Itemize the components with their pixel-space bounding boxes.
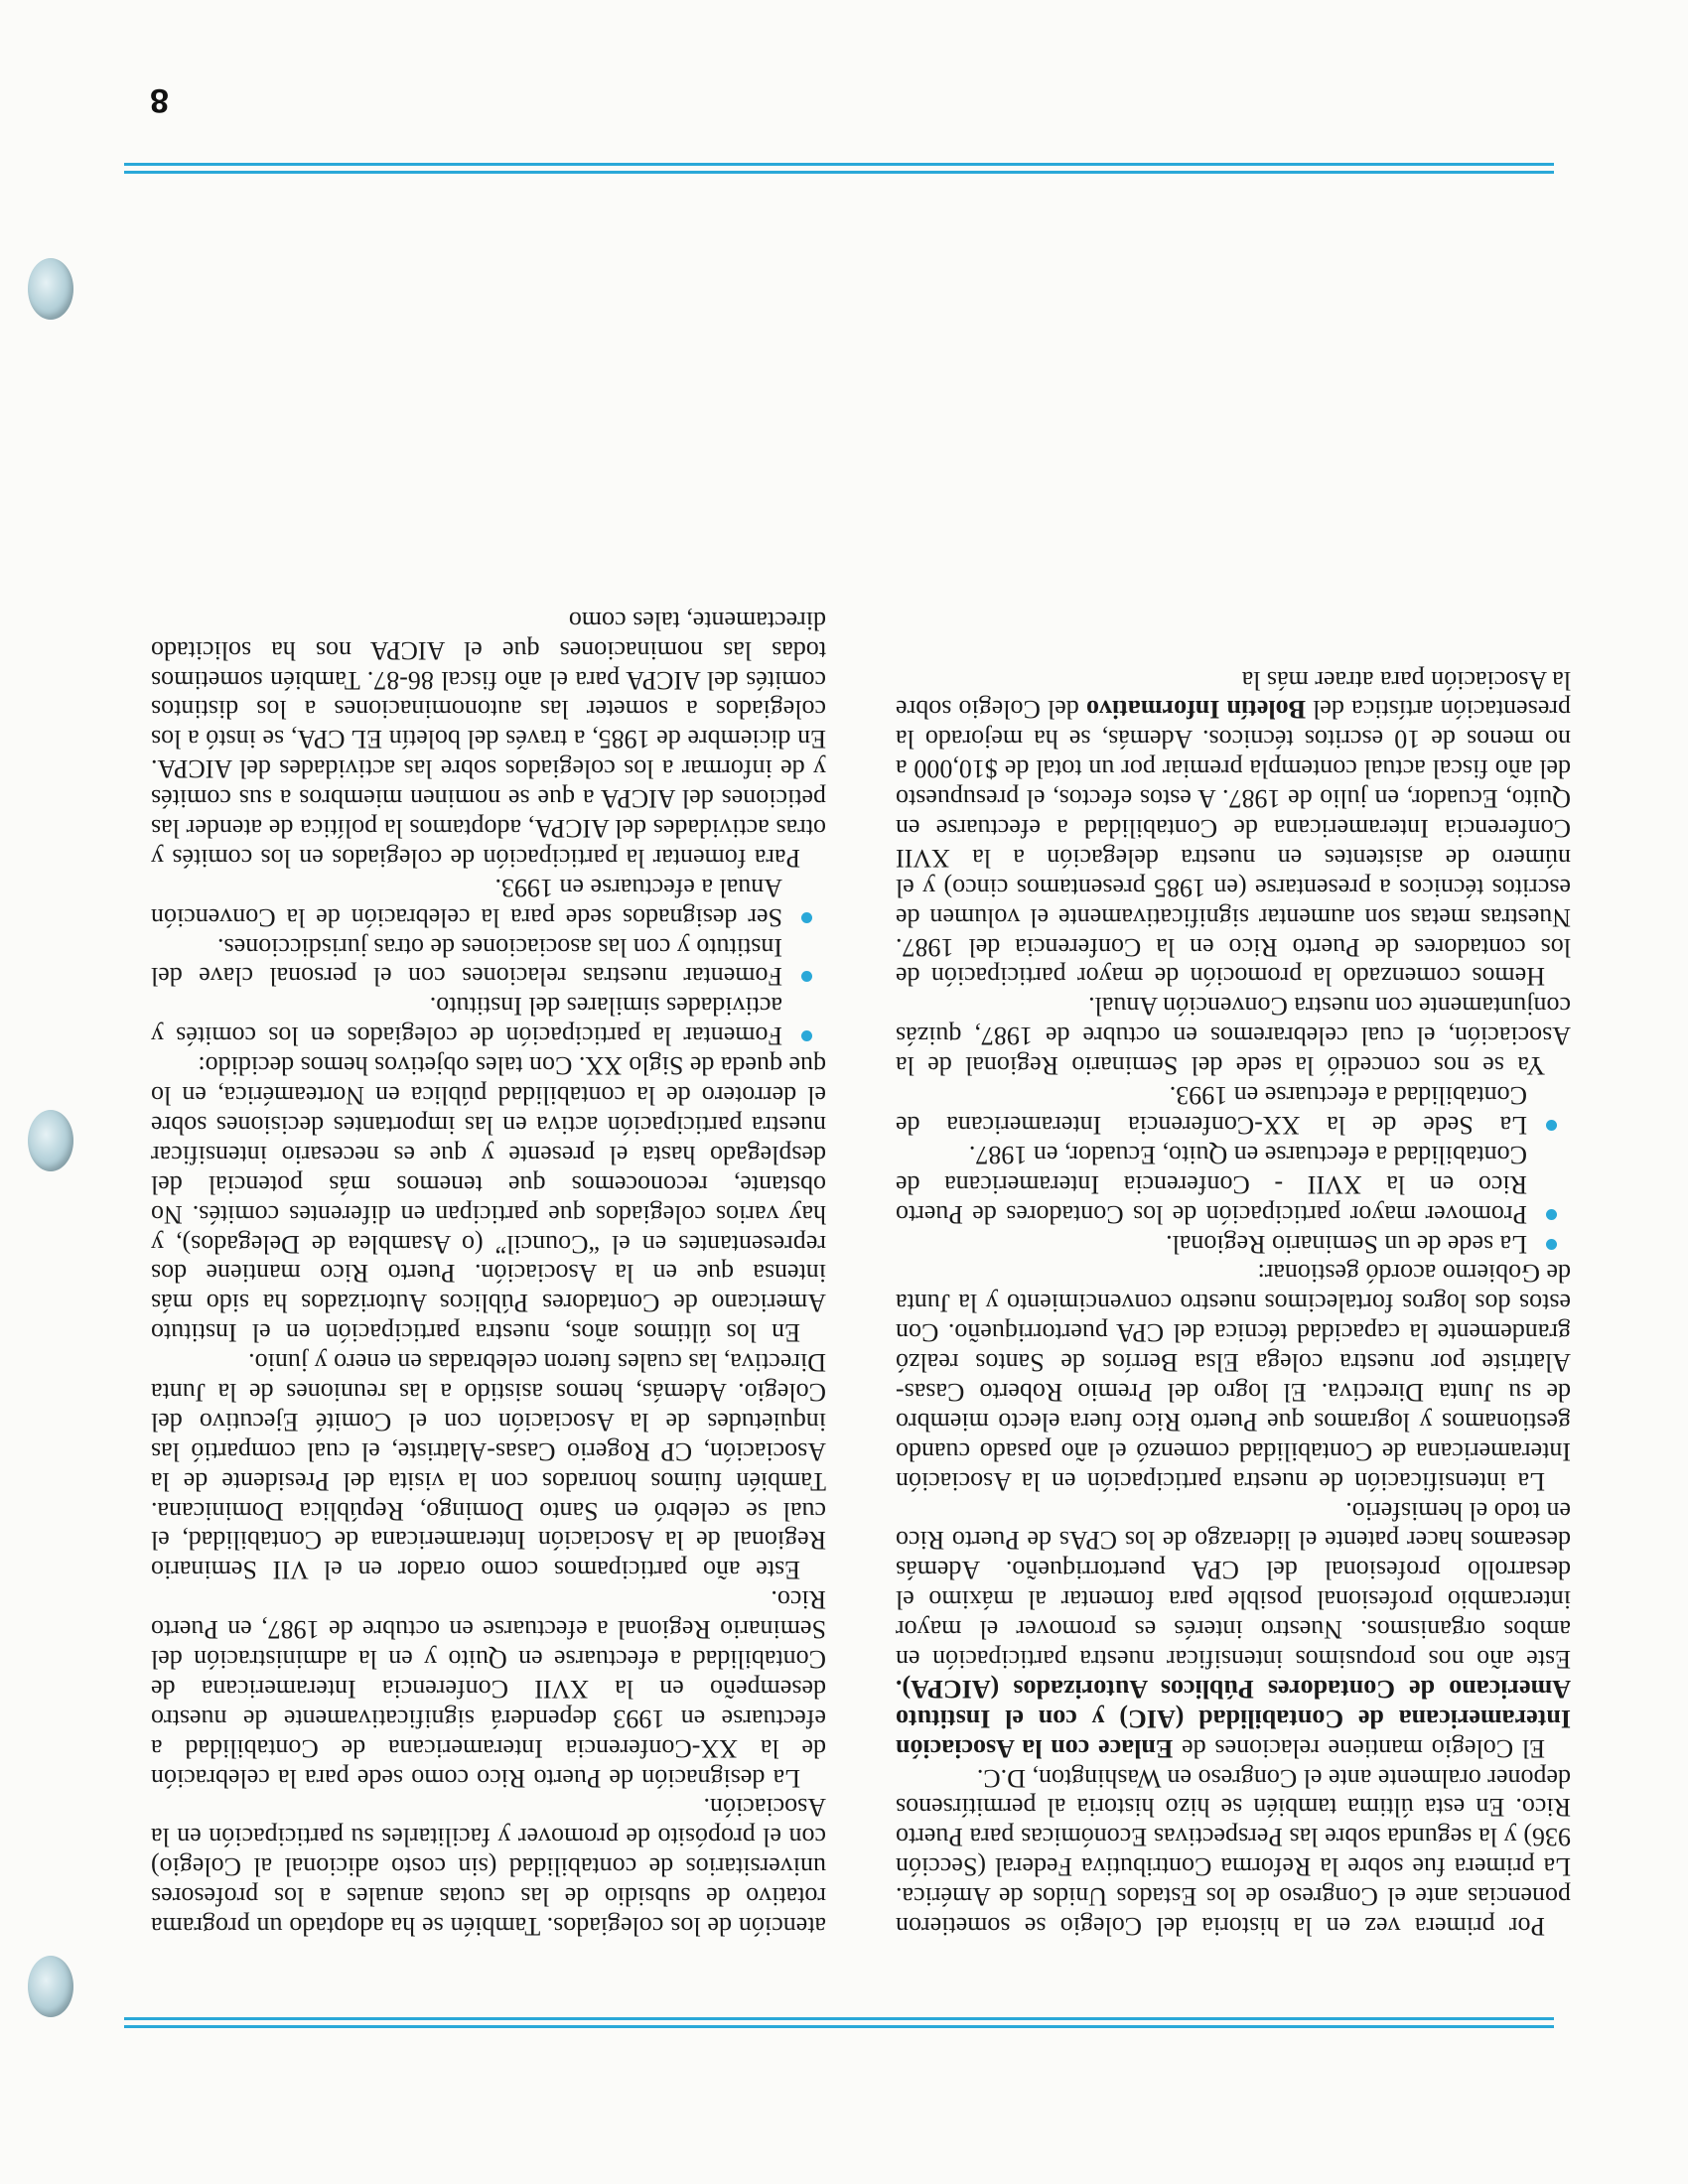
paragraph: atención de los colegiados. También se ha adoptado un programa rotativo de subsidio de las cuotas anuales a los profesores universitarios de contabilidad (sin costo adicional al Colegio) con el propósito de promover y facilitarles su participación en la Asociación. <box>151 1793 826 1941</box>
paragraph: Para fomentar la participación de colegiados en los comités y otras actividades del AICPA, adoptamos la política de atender las peticiones del AICPA a que se nominen miembros a sus comités y de informar a los colegiados sobre las actividades del AICPA. En diciembre de 1985, a través del boletín EL CPA, se instó a los colegiados a someter las autonominaciones a los distintos comités del AICPA para el año fiscal 86-87. También sometimos todas las nominaciones que el AICPA nos ha solicitado directamente, tales como <box>151 606 826 873</box>
list-item: Fomentar nuestras relaciones con el personal clave del Instituto y con las asociaciones de otras jurisdicciones. <box>151 932 782 992</box>
page-number: 8 <box>150 81 169 119</box>
list-item: La sede de un Seminario Regional. <box>896 1229 1527 1259</box>
paragraph: Por primera vez en la historia del Colegio se sometieron ponencias ante el Congreso de los Estados Unidos de América. La primera fue sobre la Reforma Contributiva Federal (Sección 936) y la segunda sobre las Perspectivas Económicas para Puerto Rico. En esta última también se hizo historia al permitírsenos deponer oralmente ante el Congreso en Washington, D.C. <box>896 1763 1571 1941</box>
paragraph: Este año participamos como orador en el VII Seminario Regional de la Asociación Interamericana de Contabilidad, el cual se celebró en Santo Domingo, República Dominicana. También fuimos honrados con la visita del Presidente de la Asociación, CP Rogerio Casas-Alatriste, el cual compartió las inquietudes de la Asociación con el Comité Ejecutivo del Colegio. Además, hemos asistido a las reuniones de la Junta Directiva, las cuales fueron celebradas en enero y junio. <box>151 1348 826 1585</box>
bottom-rule <box>124 162 1554 174</box>
bullet-list-aicpa <box>151 873 826 1050</box>
boletin-bold: Boletín Informativo <box>1086 695 1306 725</box>
paragraph-enlace: El Colegio mantiene relaciones de Enlace con la Asociación Interamericana de Contabilidad (AIC) y con el Instituto Americano de Contadores Públicos Autorizados (AICPA). Este año nos propusimos intensificar nuestra participación en ambos organismos. Nuestro interés es promover el mayor intercambio profesional posible para fomentar al máximo el desarrollo profesional del CPA puertorriqueño. Además deseamos hacer patente el liderazgo de los CPAs de Puerto Rico en todo el hemisferio. <box>895 1496 1571 1763</box>
list-item: Fomentar la participación de colegiados en los comités y actividades similares del Instituto. <box>151 992 782 1051</box>
paragraph: La designación de Puerto Rico como sede para la celebración de la XX-Conferencia Interamericana de Contabilidad a efectuarse en 1993 dependerá significativamente de nuestro desempeño en la XVII Conferencia Interamericana de Contabilidad a efectuarse en Quito y en la administración del Seminario Regional a efectuarse en octubre de 1987, en Puerto Rico. <box>151 1585 826 1793</box>
paragraph: En los últimos años, nuestra participación en el Instituto Americano de Contadores Públicos Autorizados ha sido más intensa que en la Asociación. Puerto Rico mantiene dos representantes en el “Council” (o Asamblea de Delegados), y hay varios colegiados que participan en diferentes comités. No obstante, reconocemos que tenemos más potencial del desplegado hasta el presente y que es necesario intensificar nuestra participación activa en las importantes decisiones sobre el derrotero de la contabilidad pública en Norteamérica, en lo que queda de Siglo XX. Con tales objetivos hemos decidido: <box>151 1051 826 1348</box>
column-first <box>896 665 1571 1941</box>
top-rule <box>124 2016 1554 2028</box>
paragraph-boletin: Hemos comenzado la promoción de mayor participación de los contadores de Puerto Rico en la Conferencia del 1987. Nuestras metas son aumentar significativamente el volumen de escritos técnicos a presentarse (en 1985 presentamos cinco) y el número de asistentes en nuestra delegación a la XVII Conferencia Interamericana de Contabilidad a efectuarse en Quito, Ecuador, en julio de 1987. A estos efectos, el presupuesto del año fiscal actual contempla premiar por un total de $10,000 a no menos de 10 escritos técnicos. Además, se ha mejorado la presentación artística del Boletín Informativo del Colegio sobre la Asociación para atraer más la <box>896 665 1571 992</box>
paragraph: La intensificación de nuestra participación en la Asociación Interamericana de Contabilidad comenzó el año pasado cuando gestionamos y logramos que Puerto Rico fuera electo miembro de su Junta Directiva. El logro del Premio Roberto Casas-Alatriste por nuestra colega Elsa Berríos de Santos realzó grandemente la capacidad técnica del CPA puertorriqueño. Con estos dos logros fortalecimos nuestro convencimiento y la Junta de Gobierno acordó gestionar: <box>896 1259 1571 1496</box>
paragraph: Ya se nos concedió la sede del Seminario Regional de la Asociación, el cual celebraremos en octubre de 1987, quizás conjuntamente con nuestra Convención Anual. <box>896 992 1571 1081</box>
column-second <box>151 606 826 1941</box>
list-item: Ser designados sede para la celebración de la Convención Anual a efectuarse en 1993. <box>151 873 782 932</box>
list-item: La Sede de la XX-Conferencia Interamericana de Contabilidad a efectuarse en 1993. <box>896 1081 1527 1140</box>
enlace-heading: Enlace con la Asociación Interamericana de Contabilidad (AIC) y con el Instituto Americano de Contadores Públicos Autorizados (AICPA). <box>895 1674 1571 1763</box>
bullet-list-aic <box>896 1080 1571 1258</box>
list-item: Promover mayor participación de los Contadores de Puerto Rico en la XVII - Conferencia Interamericana de Contabilidad a efectuarse en Quito, Ecuador, en 1987. <box>896 1140 1527 1229</box>
